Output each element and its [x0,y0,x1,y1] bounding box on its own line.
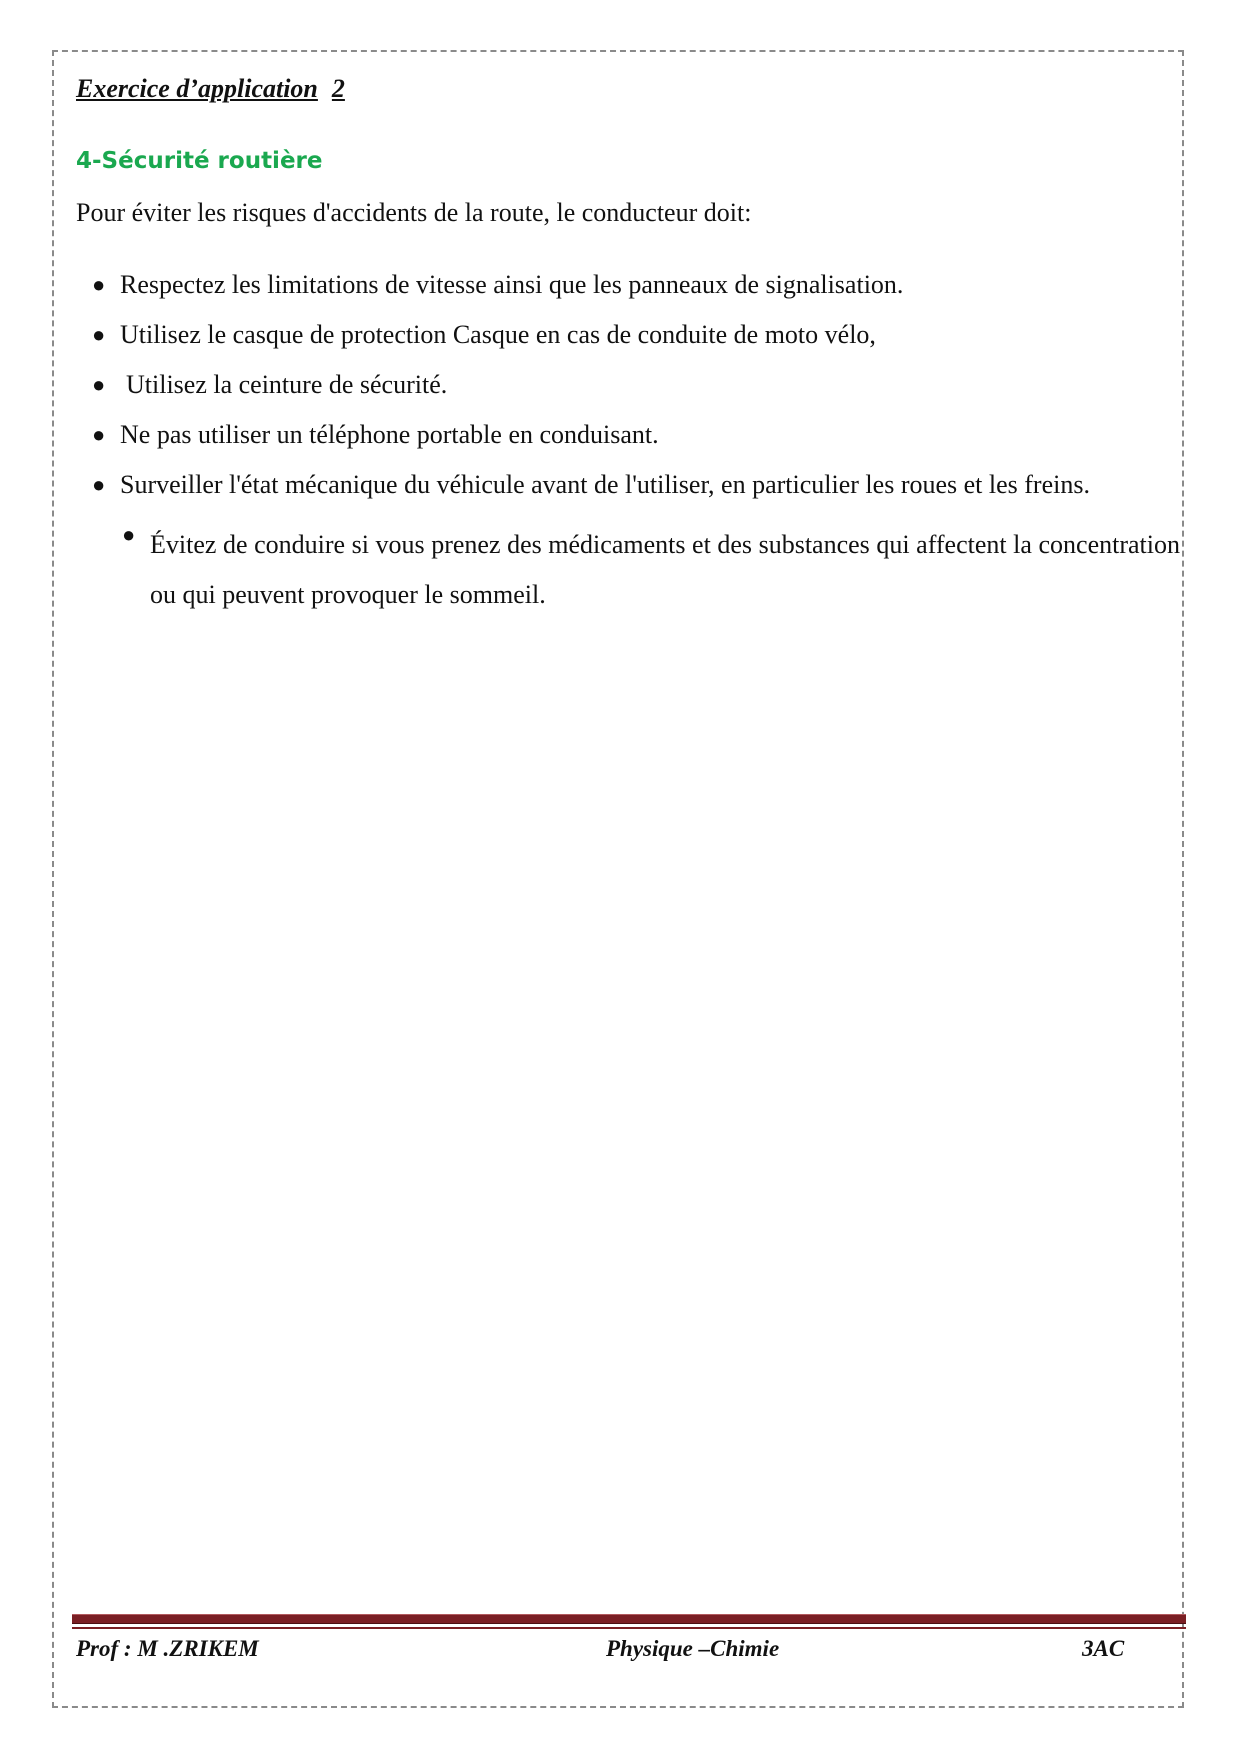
bullet-icon: ● [92,272,106,297]
footer-subject: Physique –Chimie [606,1636,780,1661]
exercise-title-text: Exercice d’application [76,74,318,103]
list-item-text: Utilisez la ceinture de sécurité. [126,370,448,399]
list-item-text: Respectez les limitations de vitesse ainsi que les panneaux de signalisation. [120,270,904,299]
list-item [92,270,904,300]
bullet-icon: ● [92,422,106,447]
list-item [122,520,1180,620]
footer-divider-thin [72,1627,1186,1629]
bullet-icon: ● [92,322,106,347]
footer-level: 3AC [1082,1636,1125,1661]
exercise-title [76,74,345,104]
intro-text: Pour éviter les risques d'accidents de la route, le conducteur doit: [76,198,752,227]
list-item-text: Ne pas utiliser un téléphone portable en conduisant. [120,420,659,449]
list-item-text: Surveiller l'état mécanique du véhicule avant de l'utiliser, en particulier les roues et les freins. [120,470,1090,499]
footer-divider [72,1614,1186,1624]
list-item-text: Utilisez le casque de protection Casque en cas de conduite de moto vélo, [120,320,876,349]
bullet-icon: ● [92,372,106,397]
list-item [92,370,448,400]
section-heading: 4-Sécurité routière [76,148,323,174]
list-item-text: Évitez de conduire si vous prenez des médicaments et des substances qui affectent la concentration ou qui peuvent provoquer le sommeil. [150,530,1180,609]
list-item [92,320,876,350]
bullet-icon: ● [92,472,106,497]
bullet-icon: ● [122,522,136,547]
list-item [92,470,1090,500]
list-item [92,420,659,450]
footer-author: Prof : M .ZRIKEM [76,1636,259,1661]
exercise-number: 2 [331,74,345,103]
